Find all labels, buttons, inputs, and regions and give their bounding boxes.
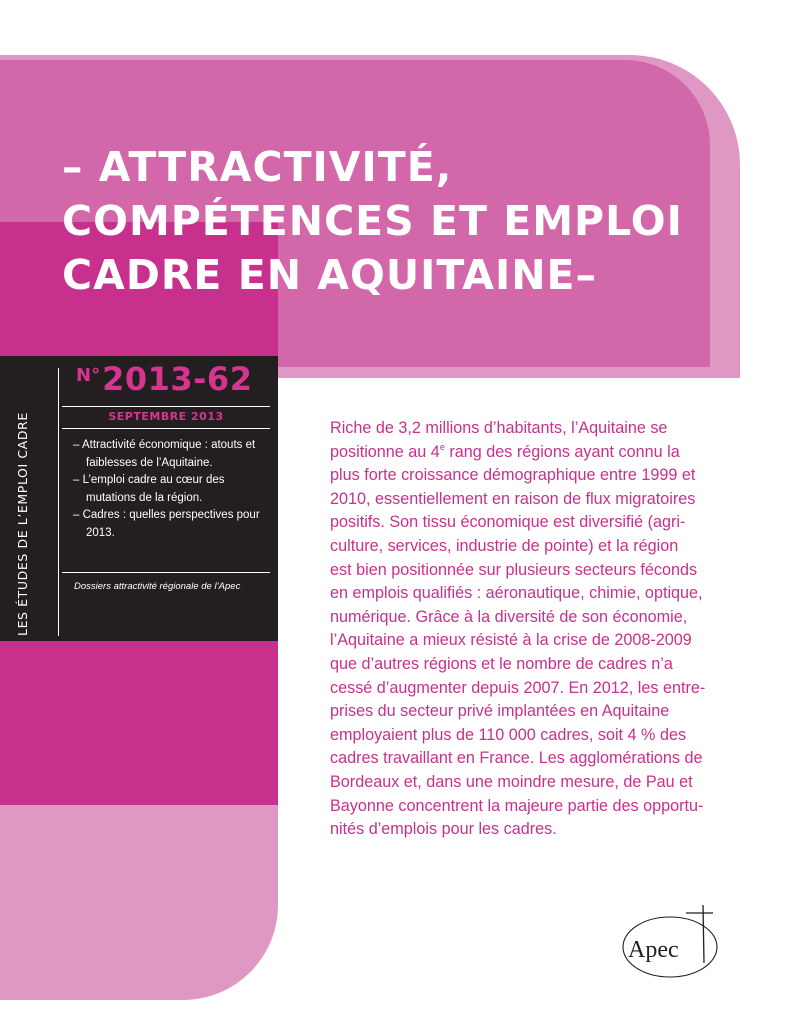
divider [62, 406, 270, 407]
list-item: – L’emploi cadre au cœur des mutations de la région. [73, 474, 225, 504]
paragraph-line: cessé d’augmenter depuis 2007. En 2012, les entre- [330, 678, 706, 697]
title-line: COMPÉTENCES ET EMPLOI [62, 197, 683, 245]
page-title [62, 140, 702, 302]
paragraph-line: en emplois qualifiés : aéronautique, chimie, optique, [330, 584, 703, 603]
paragraph-line: l’Aquitaine a mieux résisté à la crise de 2008-2009 [330, 631, 692, 650]
summary-list [73, 437, 268, 542]
title-line: CADRE EN AQUITAINE– [62, 251, 598, 299]
paragraph-line: que d’autres régions et le nombre de cadres n’a [330, 654, 673, 673]
divider [58, 368, 59, 636]
paragraph-line: Riche de 3,2 millions d’habitants, l’Aquitaine se [330, 419, 668, 437]
paragraph-line: Bordeaux et, dans une moindre mesure, de Pau et [330, 772, 693, 791]
paragraph-line: plus forte croissance démographique entre 1999 et [330, 466, 696, 485]
paragraph-line: culture, services, industrie de pointe) et la région [330, 536, 679, 555]
list-item: – Cadres : quelles perspectives pour 2013. [73, 509, 260, 539]
title-line: – ATTRACTIVITÉ, [62, 143, 453, 191]
paragraph-line: positifs. Son tissu économique est diversifié (agri- [330, 513, 686, 532]
paragraph-line: Bayonne concentrent la majeure partie des opportu- [330, 796, 704, 815]
series-title: LES ÉTUDES DE L’EMPLOI CADRE [15, 412, 30, 636]
list-item: – Attractivité économique : atouts et faiblesses de l’Aquitaine. [73, 439, 256, 469]
paragraph-line: est bien positionnée sur plusieurs secteurs féconds [330, 560, 698, 579]
divider [62, 572, 270, 573]
issue-number-value: 2013-62 [102, 360, 253, 398]
decorative-band-bottom [0, 805, 278, 1000]
apec-logo [618, 905, 743, 985]
logo-text: Apec [628, 937, 679, 963]
paragraph-line: prises du secteur privé implantées en Aquitaine [330, 702, 670, 721]
dossier-label: Dossiers attractivité régionale de l’Apec [74, 581, 241, 592]
paragraph-line: positionne au 4e rang des régions ayant connu la [330, 441, 680, 461]
paragraph-line: nités d’emplois pour les cadres. [330, 820, 557, 839]
issue-prefix: N° [76, 365, 101, 386]
issue-number [76, 360, 252, 398]
issue-date: SEPTEMBRE 2013 [108, 410, 224, 423]
paragraph-line: employaient plus de 110 000 cadres, soit 4 % des [330, 725, 687, 744]
paragraph-line: numérique. Grâce à la diversité de son économie, [330, 607, 688, 626]
intro-paragraph [330, 417, 750, 842]
paragraph-line: 2010, essentiellement en raison de flux migratoires [330, 489, 696, 508]
paragraph-line: cadres travaillant en France. Les agglomérations de [330, 749, 703, 768]
logo-cross-vertical [703, 905, 704, 963]
divider [62, 428, 270, 429]
